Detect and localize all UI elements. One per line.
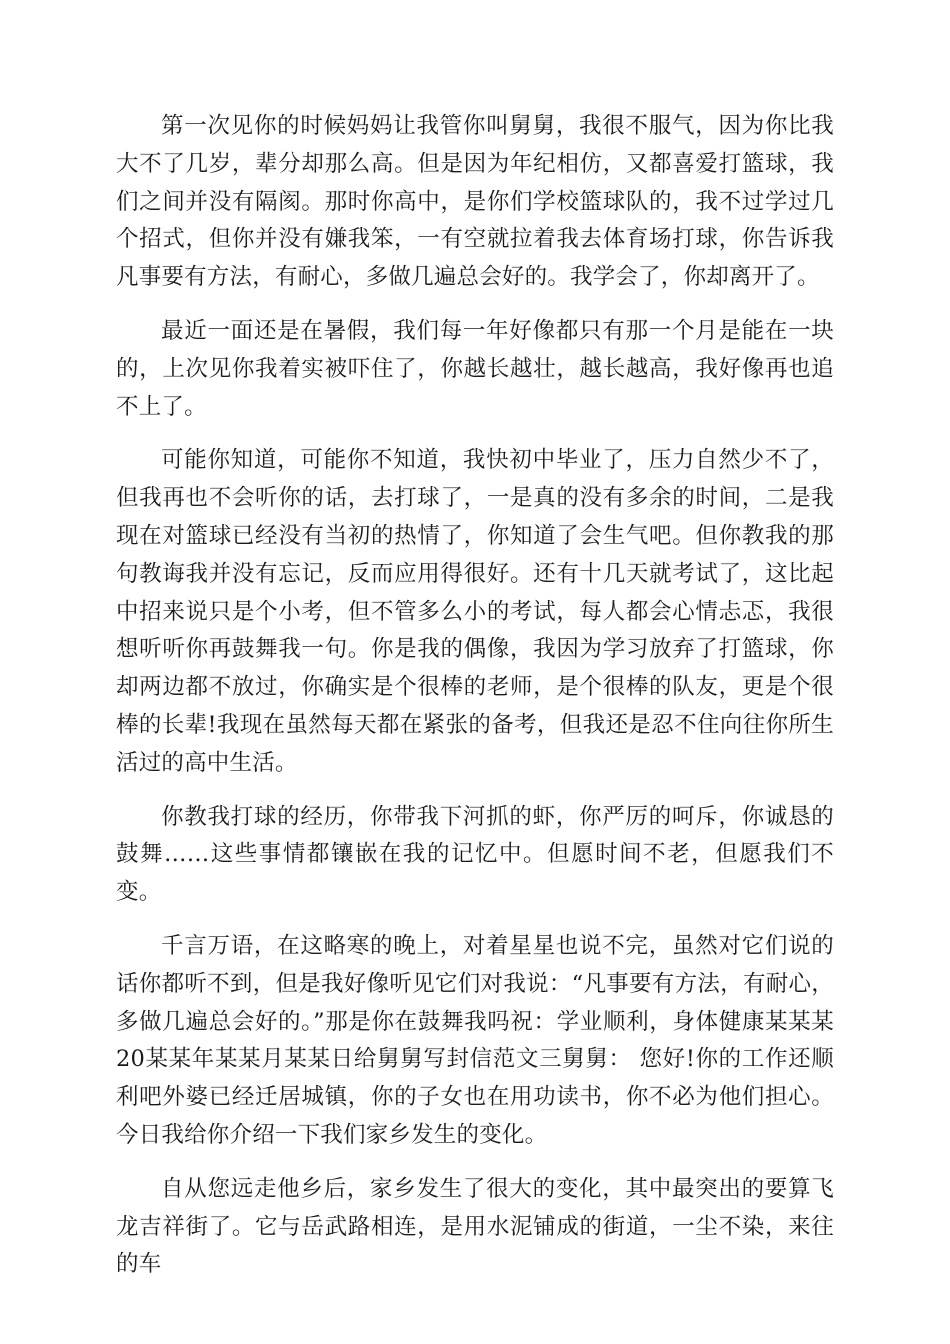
paragraph-4: 你教我打球的经历，你带我下河抓的虾，你严厉的呵斥，你诚恳的鼓舞……这些事情都镶嵌在我的记忆中。但愿时间不老，但愿我们不变。 [116,803,834,906]
letter-document [116,108,834,1300]
paragraph-1: 第一次见你的时候妈妈让我管你叫舅舅，我很不服气，因为你比我大不了几岁，辈分却那么高。但是因为年纪相仿，又都喜爱打篮球，我们之间并没有隔阂。那时你高中，是你们学校篮球队的，我不过学过几个招式，但你并没有嫌我笨，一有空就拉着我去体育场打球，你告诉我凡事要有方法，有耐心，多做几遍总会好的。我学会了，你却离开了。 [116,113,834,291]
paragraph-5: 千言万语，在这略寒的晚上，对着星星也说不完，虽然对它们说的话你都听不到，但是我好像听见它们对我说：“凡事要有方法，有耐心，多做几遍总会好的。”那是你在鼓舞我吗祝：学业顺利，身体健康某某某20某某年某某月某某日给舅舅写封信范文三舅舅： 您好!你的工作还顺利吧外婆已经迁居城镇，你的子女也在用功读书，你不必为他们担心。今日我给你介绍一下我们家乡发生的变化。 [116,932,834,1148]
paragraph-6: 自从您远走他乡后，家乡发生了很大的变化，其中最突出的要算飞龙吉祥街了。它与岳武路相连，是用水泥铺成的街道，一尘不染，来往的车 [116,1175,834,1278]
paragraph-2: 最近一面还是在暑假，我们每一年好像都只有那一个月是能在一块的，上次见你我着实被吓住了，你越长越壮，越长越高，我好像再也追不上了。 [116,317,834,420]
paragraph-3: 可能你知道，可能你不知道，我快初中毕业了，压力自然少不了，但我再也不会听你的话，去打球了，一是真的没有多余的时间，二是我现在对篮球已经没有当初的热情了，你知道了会生气吧。但你教我的那句教诲我并没有忘记，反而应用得很好。还有十几天就考试了，这比起中招来说只是个小考，但不管多么小的考试，每人都会心情忐忑，我很想听听你再鼓舞我一句。你是我的偶像，我因为学习放弃了打篮球，你却两边都不放过，你确实是个很棒的老师，是个很棒的队友，更是个很棒的长辈!我现在虽然每天都在紧张的备考，但我还是忍不住向往你所生活过的高中生活。 [116,447,834,776]
